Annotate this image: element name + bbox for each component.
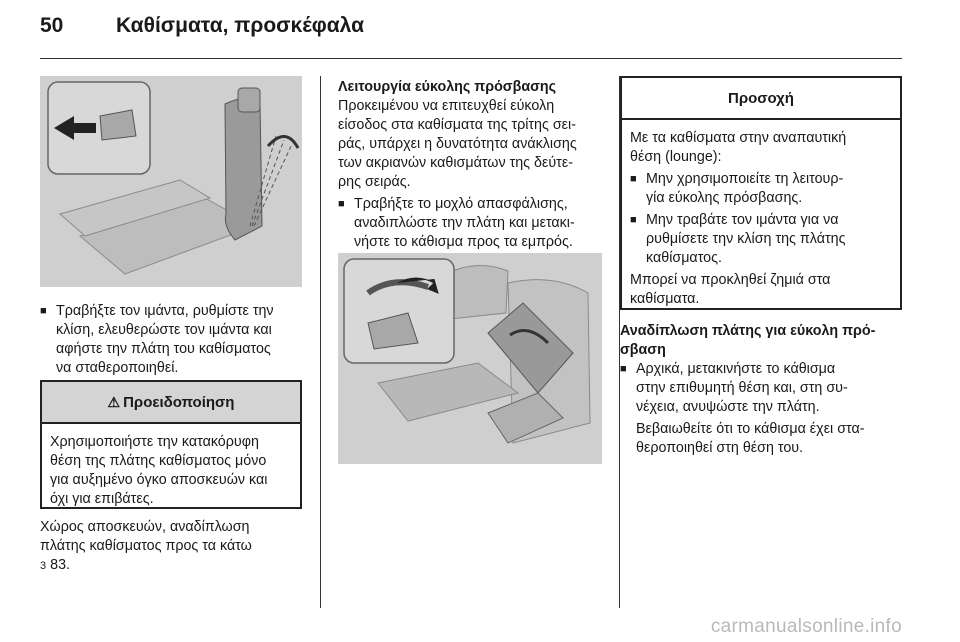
text-line: ράς, υπάρχει η δυνατότητα ανάκλισης — [338, 136, 577, 152]
text-line: να σταθεροποιηθεί. — [56, 360, 179, 376]
easy-entry-illustration — [338, 253, 602, 464]
text-line: Βεβαιωθείτε ότι το κάθισμα έχει στα- — [636, 421, 865, 437]
bullet-square-icon: ■ — [630, 173, 637, 185]
section-heading: Λειτουργία εύκολης πρόσβασης — [338, 79, 557, 95]
text-line: των ακριανών καθισμάτων της δεύτε- — [338, 155, 573, 171]
text-line: πλάτης καθίσματος προς τα κάτω — [40, 538, 252, 554]
text-line: νέχεια, ανυψώστε την πλάτη. — [636, 399, 820, 415]
warning-header — [42, 382, 300, 424]
text-line: στην επιθυμητή θέση και, στη συ- — [636, 380, 848, 396]
text-line: καθίσματος. — [646, 250, 722, 266]
text-line: κλίση, ελευθερώστε τον ιμάντα και — [56, 322, 272, 338]
bullet-square-icon: ■ — [620, 363, 627, 375]
section-heading: σβαση — [620, 342, 666, 358]
list-item — [620, 360, 902, 458]
text-line: θέση (lounge): — [630, 149, 722, 165]
text-line: Τραβήξτε τον ιμάντα, ρυθμίστε την — [56, 303, 274, 319]
text-line: αναδιπλώστε την πλάτη και μετακι- — [354, 215, 575, 231]
column-divider-1 — [320, 76, 321, 608]
text-line: ρης σειράς. — [338, 174, 411, 190]
text-line: Με τα καθίσματα στην αναπαυτική — [630, 130, 847, 146]
text-line: Μην χρησιμοποιείτε τη λειτουρ- — [646, 171, 844, 187]
text-line: θεροποιηθεί στη θέση του. — [636, 440, 804, 456]
text-line: αφήστε την πλάτη του καθίσματος — [56, 341, 271, 357]
column-1-text — [40, 302, 302, 378]
bullet-square-icon: ■ — [338, 198, 345, 210]
list-item — [630, 170, 892, 208]
header-divider — [40, 58, 902, 59]
text-line: ρυθμίσετε την κλίση της πλάτης — [646, 231, 846, 247]
text-line: καθίσματα. — [630, 291, 700, 307]
text-line: Χώρος αποσκευών, αναδίπλωση — [40, 519, 250, 535]
text-line: Αρχικά, μετακινήστε το κάθισμα — [636, 361, 836, 377]
text-line: Μπορεί να προκληθεί ζημιά στα — [630, 272, 831, 288]
text-line: Προκειμένου να επιτευχθεί εύκολη — [338, 98, 555, 114]
text-line: νήστε το κάθισμα προς τα εμπρός. — [354, 234, 573, 250]
warning-title: Προειδοποίηση — [123, 393, 235, 411]
caution-body — [622, 120, 900, 315]
bullet-square-icon: ■ — [630, 214, 637, 226]
text-line: γία εύκολης πρόσβασης. — [646, 190, 803, 206]
page-number: 50 — [40, 14, 64, 37]
seat-recline-illustration — [40, 76, 302, 287]
bullet-square-icon: ■ — [40, 305, 47, 317]
text-line: όχι για επιβάτες. — [50, 491, 154, 507]
text-line: είσοδος στα καθίσματα της τρίτης σει- — [338, 117, 576, 133]
caution-header — [622, 78, 900, 120]
page-reference-icon: 3 — [40, 560, 47, 572]
list-item — [630, 211, 892, 268]
watermark: carmanualsonline.info — [710, 616, 902, 637]
section-heading: Αναδίπλωση πλάτης για εύκολη πρό- — [620, 323, 876, 339]
text-line: για αυξημένο όγκο αποσκευών και — [50, 472, 268, 488]
cross-reference — [40, 518, 302, 576]
text-line: Μην τραβάτε τον ιμάντα για να — [646, 212, 839, 228]
page-title: Καθίσματα, προσκέφαλα — [116, 14, 364, 37]
list-item — [40, 302, 302, 378]
warning-body — [42, 424, 300, 515]
column-2-text — [338, 78, 602, 252]
page-reference-link[interactable]: 83. — [50, 557, 70, 573]
column-3-text — [620, 322, 902, 458]
page-header — [40, 14, 364, 44]
warning-box — [40, 380, 302, 509]
caution-title: Προσοχή — [728, 89, 794, 107]
warning-triangle-icon: ⚠ — [107, 393, 121, 410]
caution-box — [620, 76, 902, 310]
text-line: Χρησιμοποιήστε την κατακόρυφη — [50, 434, 259, 450]
text-line: θέση της πλάτης καθίσματος μόνο — [50, 453, 267, 469]
list-item — [338, 195, 602, 252]
text-line: Τραβήξτε το μοχλό απασφάλισης, — [354, 196, 568, 212]
